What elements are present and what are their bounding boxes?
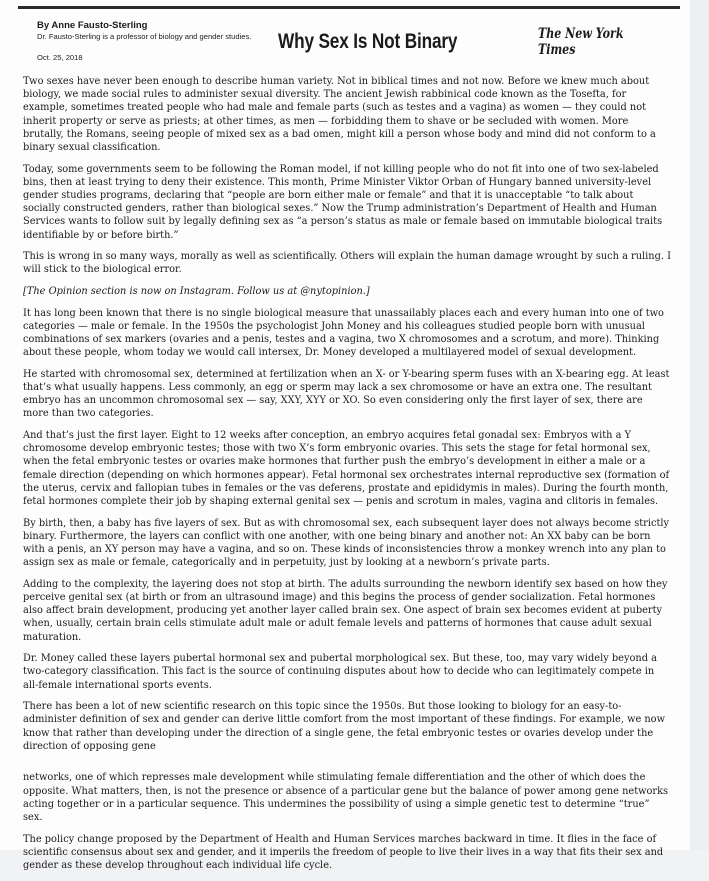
article-body xyxy=(23,75,671,881)
paragraph: By birth, then, a baby has five layers of sex. But as with chromosomal sex, each subsequent layer does not always become strictly binary. Furthermore, the layers can conflict with one another, with one being binary and another not: An XX baby can be born with a penis, an XY person may have a vagina, and so on. These kinds of inconsistencies throw a monkey wrench into any plan to assign sex as male or female, categorically and in perpetuity, just by looking at a newborn’s private parts. xyxy=(23,517,670,569)
paragraph: networks, one of which represses male development while stimulating female differentiation and the other of which does the opposite. What matters, then, is not the presence or absence of a particular gene but the balance of power among gene networks acting together or in a particular sequence. This undermines the possibility of using a simple genetic test to determine “true” sex. xyxy=(23,772,669,824)
paragraph: Adding to the complexity, the layering does not stop at birth. The adults surrounding the newborn identify sex based on how they perceive genital sex (at birth or from an ultrasound image) and this begins the process of gender socialization. Fetal hormones also affect brain development, producing yet another layer called brain sex. One aspect of brain sex becomes evident at puberty when, usually, certain brain cells stimulate adult male or adult female levels and patterns of hormones that cause adult sexual maturation. xyxy=(23,578,668,643)
paragraph: He started with chromosomal sex, determined at fertilization when an X- or Y-bearing sperm fuses with an X-bearing egg. At least that’s what usually happens. Less commonly, an egg or sperm may lack a sex chromosome or have an extra one. The resultant embryo has an uncommon chromosomal sex — say, XXY, XYY or XO. So even considering only the first layer of sex, there are more than two categories. xyxy=(23,368,670,420)
byline: By Anne Fausto-Sterling xyxy=(37,20,148,31)
top-rule xyxy=(18,6,680,9)
article-date: Oct. 25, 2018 xyxy=(37,53,83,62)
paragraph: There has been a lot of new scientific research on this topic since the 1950s. But those looking to biology for an easy-to-administer definition of sex and gender can derive little comfort from the most important of these findings. For example, we now know that rather than developing under the direction of a single gene, the fetal embryonic testes or ovaries develop under the direction of opposing gene xyxy=(23,701,665,752)
paragraph: Dr. Money called these layers pubertal hormonal sex and pubertal morphological sex. But these, too, may vary widely beyond a two-category classification. This fact is the source of continuing disputes about how to decide who can legitimately compete in all-female international sports events. xyxy=(23,653,657,691)
right-margin xyxy=(690,0,709,850)
publication-masthead: The New York Times xyxy=(538,26,624,58)
paragraph: It has long been known that there is no single biological measure that unassailably places each and every human into one of two categories — male or female. In the 1950s the psychologist John Money and his colleagues studied people born with unusual combinations of sex markers (ovaries and a penis, testes and a vagina, two X chromosomes and a scrotum, and more). Thinking about these people, whom today we would call intersex, Dr. Money developed a multilayered model of sexual development. xyxy=(23,307,664,359)
paragraph: This is wrong in so many ways, morally as well as scientifically. Others will explain the human damage wrought by such a ruling. I will stick to the biological error. xyxy=(23,251,671,276)
paragraph: Two sexes have never been enough to describe human variety. Not in biblical times and not now. Before we knew much about biology, we made social rules to administer sexual diversity. The ancient Jewish rabbinical code known as the Tosefta, for example, sometimes treated people who had male and female parts (such as testes and a vagina) as women — they could not inherit property or serve as priests; at other times, as men — forbidding them to shave or be secluded with women. More brutally, the Romans, seeing people of mixed sex as a bad omen, might kill a person whose body and mind did not conform to a binary sexual classification. xyxy=(23,76,656,154)
author-bio: Dr. Fausto-Sterling is a professor of biology and gender studies. xyxy=(37,32,252,41)
paragraph: The policy change proposed by the Department of Health and Human Services marches backward in time. It flies in the face of scientific consensus about sex and gender, and it imperils the freedom of people to live their lives in a way that fits their sex and gender as these develop throughout each individual life cycle. xyxy=(23,833,664,872)
headline: Why Sex Is Not Binary xyxy=(278,30,458,53)
paragraph: And that’s just the first layer. Eight to 12 weeks after conception, an embryo acquires fetal gonadal sex: Embryos with a Y chromosome develop embryonic testes; those with two X’s form embryonic ovaries. This sets the stage for fetal hormonal sex, when the fetal embryonic testes or ovaries make hormones that further push the embryo’s development in either a male or a female direction (depending on which hormones appear). Fetal hormonal sex orchestrates internal reproductive sex (formation of the uterus, cervix and fallopian tubes in females or the vas deferens, prostate and epididymis in males). During the fourth month, fetal hormones complete their job by shaping external genital sex — penis and scrotum in males, vagina and clitoris in females. xyxy=(23,430,670,508)
instagram-promo: [The Opinion section is now on Instagram. Follow us at @nytopinion.] xyxy=(23,286,370,298)
page-break-gap xyxy=(23,761,671,771)
paragraph: Today, some governments seem to be following the Roman model, if not killing people who do not fit into one of two sex-labeled bins, then at least trying to deny their existence. This month, Prime Minister Viktor Orban of Hungary banned university-level gender studies programs, declaring that “people are born either male or female” and that it is unacceptable “to talk about socially constructed genders, rather than biological sexes.” Now the Trump administration’s Department of Health and Human Services wants to follow suit by legally defining sex as “a person’s status as male or female based on immutable biological traits identifiable by or before birth.” xyxy=(23,163,663,241)
